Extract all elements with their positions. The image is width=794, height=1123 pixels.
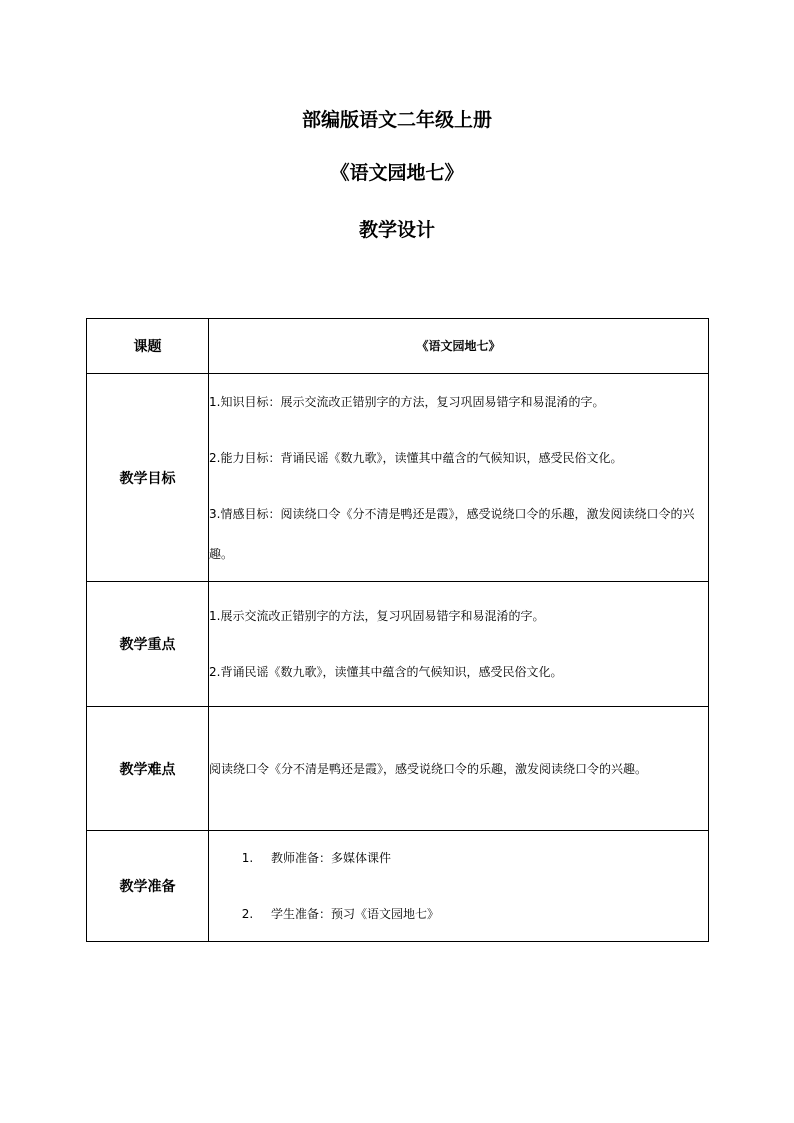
row-content-topic: 《语文园地七》 bbox=[209, 319, 709, 374]
table-row-key-points bbox=[87, 582, 709, 707]
difficulty-item: 阅读绕口令《分不清是鸭还是霞》，感受说绕口令的乐趣，激发阅读绕口令的兴趣。 bbox=[209, 761, 648, 776]
lesson-plan-table bbox=[86, 318, 709, 942]
row-content-objectives bbox=[209, 374, 709, 582]
preparation-item: 2. 学生准备：预习《语文园地七》 bbox=[257, 906, 708, 922]
row-label-difficulties: 教学难点 bbox=[87, 707, 209, 831]
row-content-difficulties bbox=[209, 707, 709, 831]
row-label-preparation: 教学准备 bbox=[87, 831, 209, 942]
table-row-objectives bbox=[87, 374, 709, 582]
row-label-objectives: 教学目标 bbox=[87, 374, 209, 582]
preparation-list bbox=[209, 850, 708, 922]
document-title: 部编版语文二年级上册 bbox=[301, 109, 492, 131]
objective-item bbox=[209, 494, 708, 574]
document-subtitle: 教学设计 bbox=[358, 219, 435, 241]
row-content-key-points bbox=[209, 582, 709, 707]
row-label-key-points: 教学重点 bbox=[87, 582, 209, 707]
objective-item: 1.知识目标：展示交流改正错别字的方法，复习巩固易错字和易混淆的字。 bbox=[209, 394, 605, 409]
key-point-item: 2.背诵民谣《数九歌》，读懂其中蕴含的气候知识，感受民俗文化。 bbox=[209, 665, 563, 679]
objective-item: 2.能力目标：背诵民谣《数九歌》，读懂其中蕴含的气候知识，感受民俗文化。 bbox=[209, 450, 623, 465]
lesson-title: 《语文园地七》 bbox=[330, 162, 464, 184]
table-row-preparation bbox=[87, 831, 709, 942]
row-content-preparation bbox=[209, 831, 709, 942]
objective-text: 3.情感目标：阅读绕口令《分不清是鸭还是霞》，感受说绕口令的乐趣，激发阅读绕口令的兴趣。 bbox=[209, 506, 695, 561]
row-label-topic: 课题 bbox=[87, 319, 209, 374]
table-row-topic bbox=[87, 319, 709, 374]
preparation-item: 1. 教师准备：多媒体课件 bbox=[257, 850, 708, 866]
table-row-difficulties bbox=[87, 707, 709, 831]
key-point-item: 1.展示交流改正错别字的方法，复习巩固易错字和易混淆的字。 bbox=[209, 609, 545, 623]
